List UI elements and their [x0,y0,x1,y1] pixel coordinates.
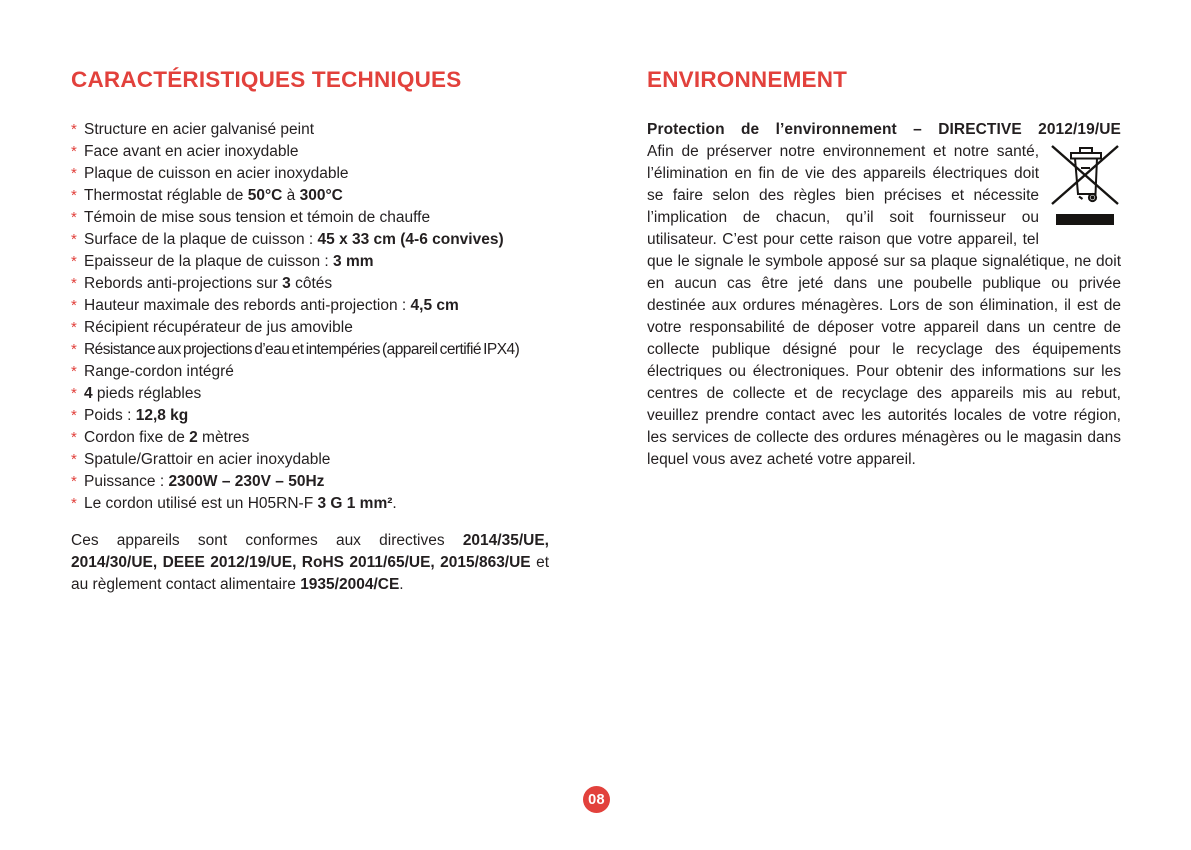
spec-item-text: Cordon fixe de 2 mètres [84,429,250,446]
page-number-badge [583,786,610,813]
environment-directive-line: Protection de l’environnement – DIRECTIVE 2012/19/UE [647,121,1121,138]
spec-item-text: Plaque de cuisson en acier inoxydable [84,165,349,182]
spec-list-item [71,471,549,493]
section-title-caracteristiques: CARACTÉRISTIQUES TECHNIQUES [71,67,462,92]
spec-item-text: Hauteur maximale des rebords anti-projection : 4,5 cm [84,297,459,314]
section-title-environnement: ENVIRONNEMENT [647,67,848,92]
spec-list-item [71,339,549,361]
asterisk-bullet-icon: * [71,187,77,204]
asterisk-bullet-icon: * [71,473,77,490]
spec-list-item [71,229,549,251]
spec-list-item [71,251,549,273]
environment-paragraph-text: Afin de préserver notre environnement et notre santé, l’élimination en fin de vie des appareils électriques doit se faire selon des règles bien précises et nécessite l’implication de chacun, qu’il soit fournisseur ou utilisateur. C’est pour cette raison que votre appareil, tel que le signale le symbole apposé sur sa plaque signalétique, ne doit en aucun cas être jeté dans une poubelle publique ou privée destinée aux ordures ménagères. Lors de son élimination, il est de votre responsabilité de déposer votre appareil dans un centre de collecte publique désigné pour le recyclage des équipements électriques ou électroniques. Pour obtenir des informations sur les centres de collecte et de recyclage des appareils mis au rebut, veuillez prendre contact avec les autorités locales de votre région, les services de collecte des ordures ménagères ou le magasin dans lequel vous avez acheté votre appareil. [647,143,1121,468]
asterisk-bullet-icon: * [71,297,77,314]
spec-item-text: Le cordon utilisé est un H05RN-F 3 G 1 mm². [84,495,397,512]
asterisk-bullet-icon: * [71,341,77,358]
page-number: 08 [588,791,605,808]
spec-item-text: Face avant en acier inoxydable [84,143,299,160]
spec-list-item [71,163,549,185]
spec-item-text: Thermostat réglable de 50°C à 300°C [84,187,343,204]
spec-list-item [71,295,549,317]
spec-item-text: Surface de la plaque de cuisson : 45 x 33 cm (4-6 convives) [84,231,504,248]
spec-item-text: Structure en acier galvanisé peint [84,121,315,138]
spec-list-item [71,185,549,207]
asterisk-bullet-icon: * [71,363,77,380]
asterisk-bullet-icon: * [71,165,77,182]
asterisk-bullet-icon: * [71,143,77,160]
asterisk-bullet-icon: * [71,121,77,138]
spec-item-text: Témoin de mise sous tension et témoin de chauffe [84,209,431,226]
spec-item-text: Puissance : 2300W – 230V – 50Hz [84,473,325,490]
spec-item-text: Spatule/Grattoir en acier inoxydable [84,451,331,468]
spec-list [71,119,549,515]
spec-list-item [71,361,549,383]
asterisk-bullet-icon: * [71,429,77,446]
spec-item-text: Range-cordon intégré [84,363,234,380]
weee-crossed-bin-icon [1049,143,1121,228]
asterisk-bullet-icon: * [71,407,77,424]
spec-list-item [71,273,549,295]
spec-list-item [71,207,549,229]
spec-item-text: Récipient récupérateur de jus amovible [84,319,353,336]
environment-paragraph [647,141,1121,471]
spec-list-item [71,383,549,405]
conformity-paragraph: Ces appareils sont conformes aux directives 2014/35/UE, 2014/30/UE, DEEE 2012/19/UE, RoHS 2011/65/UE, 2015/863/UE et au règlement contact alimentaire 1935/2004/CE. [71,532,550,593]
asterisk-bullet-icon: * [71,231,77,248]
spec-list-item [71,405,549,427]
section-caracteristiques-techniques [71,68,549,596]
weee-black-bar [1056,214,1114,225]
spec-list-item [71,141,549,163]
spec-list-item [71,427,549,449]
spec-list-item [71,493,549,515]
spec-list-item [71,449,549,471]
spec-item-text: Poids : 12,8 kg [84,407,189,424]
asterisk-bullet-icon: * [71,319,77,336]
asterisk-bullet-icon: * [71,385,77,402]
asterisk-bullet-icon: * [71,275,77,292]
asterisk-bullet-icon: * [71,209,77,226]
spec-item-text: Epaisseur de la plaque de cuisson : 3 mm [84,253,374,270]
spec-item-text: Rebords anti-projections sur 3 côtés [84,275,333,292]
asterisk-bullet-icon: * [71,495,77,512]
asterisk-bullet-icon: * [71,253,77,270]
spec-item-text: Résistance aux projections d’eau et intempéries (appareil certifié IPX4) [84,341,520,358]
asterisk-bullet-icon: * [71,451,77,468]
spec-item-text: 4 pieds réglables [84,385,202,402]
spec-list-item [71,119,549,141]
spec-list-item [71,317,549,339]
section-environnement [647,68,1121,471]
